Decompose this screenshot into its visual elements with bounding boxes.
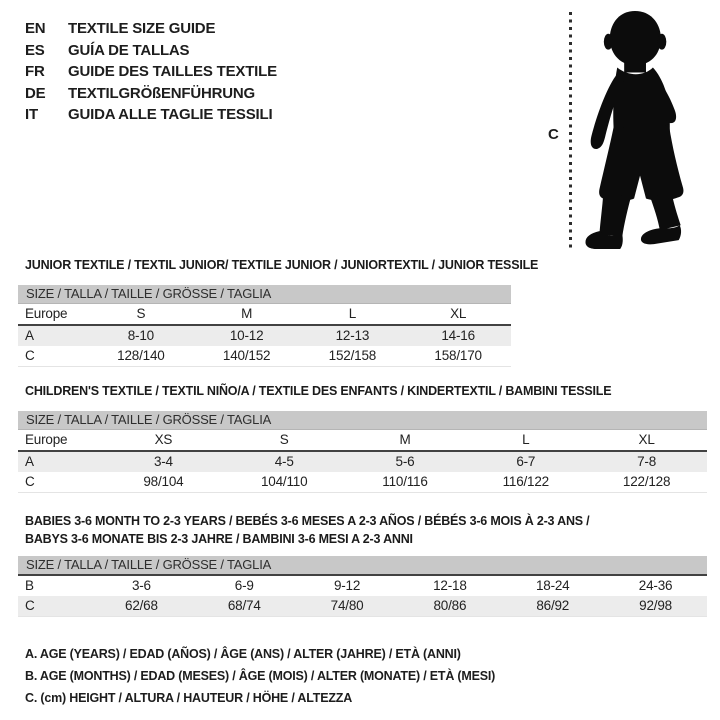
value-cell: 6-7 <box>465 451 586 472</box>
size-cell: S <box>88 304 194 325</box>
size-header-bar: SIZE / TALLA / TAILLE / GRÖSSE / TAGLIA <box>18 411 707 430</box>
lang-code: DE <box>25 84 46 102</box>
lang-row-en <box>25 18 277 40</box>
size-cell: L <box>465 430 586 451</box>
lang-label: GUIDA ALLE TAGLIE TESSILI <box>68 106 273 124</box>
size-cell: L <box>300 304 406 325</box>
size-cell: M <box>345 430 466 451</box>
value-cell: 158/170 <box>434 348 482 363</box>
legend <box>25 643 495 709</box>
height-dotted-line <box>569 12 572 250</box>
lang-label: GUÍA DE TALLAS <box>68 41 190 59</box>
lang-row-fr <box>25 61 277 83</box>
table-row-height <box>18 596 707 617</box>
lang-code: FR <box>25 63 45 81</box>
row-label: A <box>18 325 88 346</box>
lang-code: IT <box>25 106 38 124</box>
value-cell: 10-12 <box>194 325 300 346</box>
value-cell: 92/98 <box>604 596 707 617</box>
value-cell: 68/74 <box>193 596 296 617</box>
lang-row-de <box>25 83 277 105</box>
section-title: BABIES 3-6 MONTH TO 2-3 YEARS / BEBÉS 3-6 MESES A 2-3 AÑOS / BÉBÉS 3-6 MOIS À 2-3 ANS / BABYS 3-6 MONATE BIS 2-3 JAHRE / BAMBINI 3-6 MESI A 2-3 ANNI <box>25 514 590 546</box>
value-cell: 6-9 <box>234 578 254 593</box>
lang-code: ES <box>25 41 45 59</box>
size-cell: S <box>224 430 345 451</box>
table-row-europe <box>18 304 511 325</box>
size-cell: XS <box>103 430 224 451</box>
section-babies-textile <box>18 512 707 617</box>
legend-age-months: B. AGE (MONTHS) / EDAD (MESES) / ÂGE (MOIS) / ALTER (MONATE) / ETÀ (MESI) <box>25 669 496 683</box>
junior-size-table <box>18 304 511 367</box>
height-marker-label: C <box>548 126 559 143</box>
legend-age-years: A. AGE (YEARS) / EDAD (AÑOS) / ÂGE (ANS) / ALTER (JAHRE) / ETÀ (ANNI) <box>25 647 461 661</box>
table-row-age <box>18 451 707 472</box>
language-title-list <box>25 18 277 126</box>
legend-height-cm: C. (cm) HEIGHT / ALTURA / HAUTEUR / HÖHE / ALTEZZA <box>25 691 353 705</box>
table-row-height <box>18 472 707 493</box>
lang-code: EN <box>25 20 46 37</box>
lang-row-it <box>25 104 277 126</box>
value-cell: 128/140 <box>117 348 165 363</box>
value-cell: 8-10 <box>88 325 194 346</box>
row-label: C <box>18 596 90 617</box>
section-childrens-textile <box>18 384 707 493</box>
size-header-bar: SIZE / TALLA / TAILLE / GRÖSSE / TAGLIA <box>18 285 511 304</box>
value-cell: 5-6 <box>345 451 466 472</box>
row-label: C <box>25 474 35 489</box>
children-size-table <box>18 430 707 493</box>
value-cell: 116/122 <box>502 474 549 489</box>
lang-label: TEXTILGRÖßENFÜHRUNG <box>68 84 256 102</box>
row-label: B <box>25 578 34 593</box>
value-cell: 152/158 <box>328 348 377 363</box>
toddler-silhouette-image <box>583 9 705 252</box>
section-junior-textile <box>18 258 539 367</box>
lang-row-es <box>25 40 277 62</box>
table-row-europe <box>18 430 707 451</box>
table-row-height <box>18 346 511 367</box>
value-cell: 7-8 <box>586 451 707 472</box>
table-row-age <box>18 325 511 346</box>
size-header-bar: SIZE / TALLA / TAILLE / GRÖSSE / TAGLIA <box>18 556 707 576</box>
value-cell: 122/128 <box>622 474 671 489</box>
value-cell: 62/68 <box>90 596 193 617</box>
row-label: C <box>25 348 35 363</box>
value-cell: 18-24 <box>535 578 570 593</box>
lang-label: GUIDE DES TAILLES TEXTILE <box>68 63 277 81</box>
value-cell: 12-13 <box>300 325 406 346</box>
size-cell: M <box>194 304 300 325</box>
lang-label: TEXTILE SIZE GUIDE <box>68 20 216 37</box>
section-title: CHILDREN'S TEXTILE / TEXTIL NIÑO/A / TEXTILE DES ENFANTS / KINDERTEXTIL / BAMBINI TESSILE <box>25 384 612 398</box>
value-cell: 104/110 <box>260 474 308 489</box>
value-cell: 4-5 <box>224 451 345 472</box>
size-cell: XL <box>405 304 511 325</box>
value-cell: 14-16 <box>405 325 511 346</box>
value-cell: 24-36 <box>638 578 673 593</box>
size-cell: XL <box>586 430 707 451</box>
value-cell: 110/116 <box>382 474 428 489</box>
row-label: A <box>18 451 103 472</box>
babies-size-table <box>18 576 707 617</box>
table-row-months <box>18 576 707 596</box>
value-cell: 86/92 <box>501 596 604 617</box>
value-cell: 80/86 <box>398 596 501 617</box>
value-cell: 98/104 <box>143 474 184 489</box>
value-cell: 9-12 <box>333 578 361 593</box>
section-title: JUNIOR TEXTILE / TEXTIL JUNIOR/ TEXTILE JUNIOR / JUNIORTEXTIL / JUNIOR TESSILE <box>25 258 539 272</box>
row-label: Europe <box>18 430 103 451</box>
value-cell: 12-18 <box>433 578 467 593</box>
value-cell: 3-4 <box>103 451 224 472</box>
value-cell: 3-6 <box>131 578 151 593</box>
value-cell: 140/152 <box>222 348 271 363</box>
value-cell: 74/80 <box>296 596 399 617</box>
row-label: Europe <box>18 304 88 325</box>
